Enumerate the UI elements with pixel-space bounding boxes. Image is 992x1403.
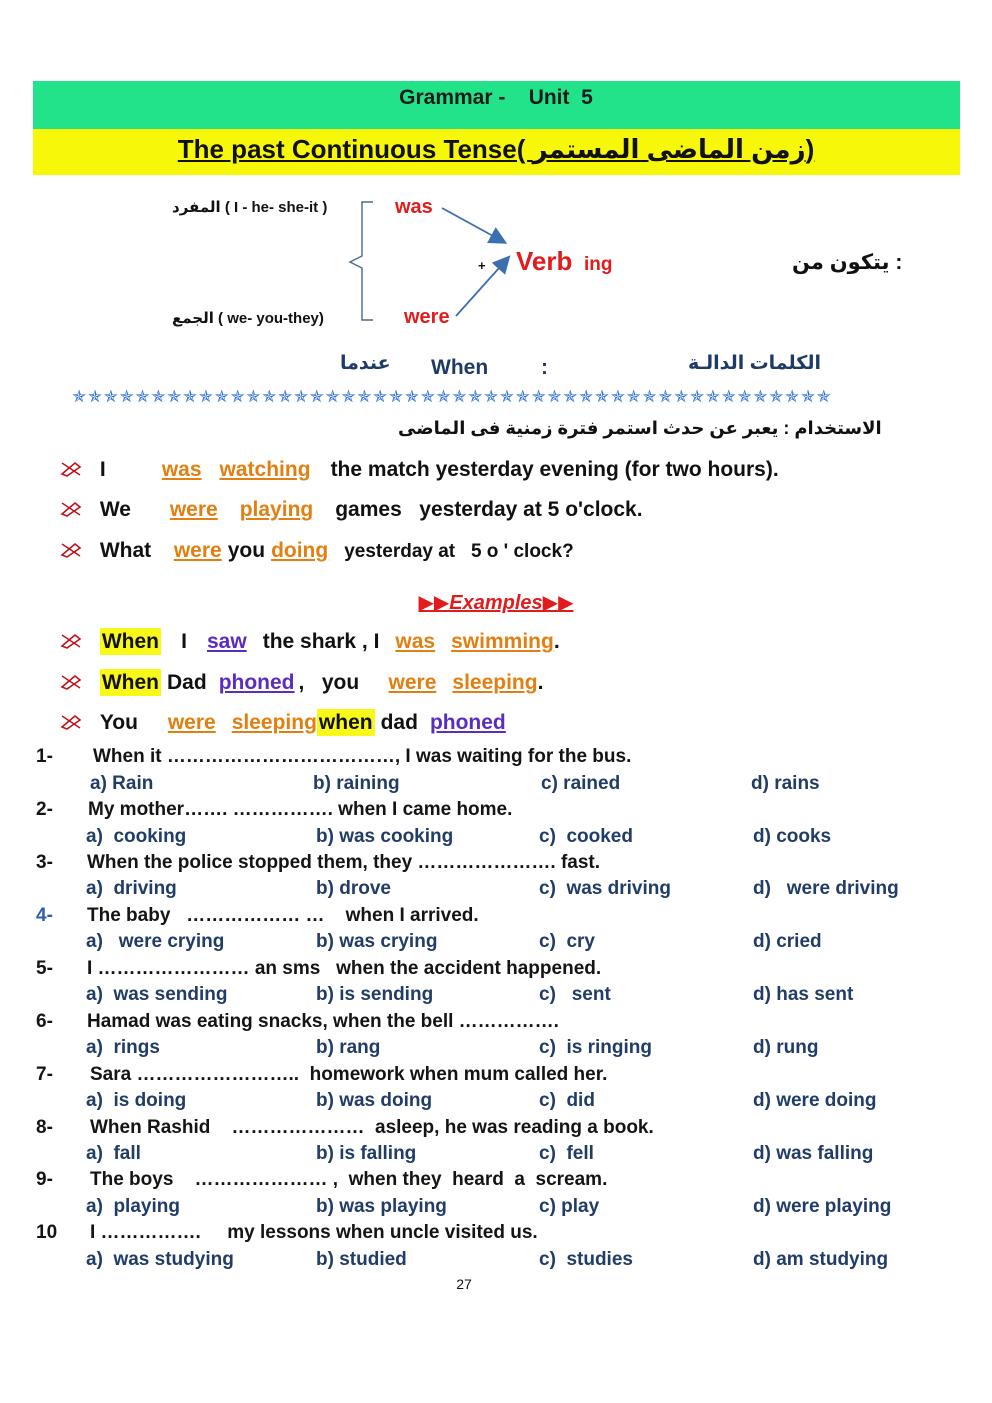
usage-example: We were playing games yesterday at 5 o'clock. <box>60 498 643 522</box>
option-b[interactable]: b) is sending <box>316 984 434 1005</box>
examples-heading: ▶▶Examples▶▶ <box>418 592 574 614</box>
question-text: The baby ……………… … when I arrived. <box>87 905 479 926</box>
example-sentence: When I saw the shark , I was swimming. <box>60 630 560 654</box>
option-b[interactable]: b) was cooking <box>316 826 454 847</box>
option-c[interactable]: c) fell <box>539 1143 594 1164</box>
option-c[interactable]: c) play <box>539 1196 600 1217</box>
question-number: 1- <box>36 746 53 767</box>
keywords-label: الكلمات الدالـة <box>688 353 821 374</box>
option-d[interactable]: d) cried <box>753 931 822 952</box>
option-a[interactable]: a) playing <box>86 1196 180 1217</box>
arabic-when: عندما <box>340 353 391 374</box>
option-d[interactable]: d) rung <box>753 1037 819 1058</box>
option-c[interactable]: c) did <box>539 1090 595 1111</box>
option-c[interactable]: c) was driving <box>539 878 671 899</box>
option-a[interactable]: a) rings <box>86 1037 160 1058</box>
page-title: The past Continuous Tense( زمن الماضى المستمر) <box>177 134 815 164</box>
question-number: 6- <box>36 1011 53 1032</box>
plus-sign: + <box>478 258 486 273</box>
pencil-icon <box>60 461 82 477</box>
were-label: were <box>404 306 450 328</box>
pencil-icon <box>60 674 82 690</box>
example-sentence: You were sleepingwhen dad phoned <box>60 711 506 735</box>
option-a[interactable]: a) was sending <box>86 984 228 1005</box>
question-number: 5- <box>36 958 53 979</box>
plural-label: الجمع ( we- you-they) <box>172 310 324 327</box>
option-a[interactable]: a) were crying <box>86 931 225 952</box>
option-b[interactable]: b) drove <box>316 878 391 899</box>
question-number: 9- <box>36 1169 53 1190</box>
question-number: 8- <box>36 1117 53 1138</box>
option-d[interactable]: d) rains <box>751 773 820 794</box>
pencil-icon <box>60 714 82 730</box>
question-text: I ……………. my lessons when uncle visited us. <box>90 1222 538 1243</box>
verb-label: Verb <box>516 246 573 276</box>
question-text: Sara …………………….. homework when mum called her. <box>90 1064 608 1085</box>
option-b[interactable]: b) studied <box>316 1249 407 1270</box>
option-d[interactable]: d) were driving <box>753 878 899 899</box>
option-a[interactable]: a) cooking <box>86 826 187 847</box>
option-b[interactable]: b) is falling <box>316 1143 417 1164</box>
option-d[interactable]: d) were doing <box>753 1090 877 1111</box>
header-title: Grammar - Unit 5 <box>399 86 593 109</box>
pencil-icon <box>60 501 82 517</box>
option-c[interactable]: c) cry <box>539 931 595 952</box>
option-b[interactable]: b) was doing <box>316 1090 433 1111</box>
option-d[interactable]: d) cooks <box>753 826 832 847</box>
pencil-icon <box>60 542 82 558</box>
option-a[interactable]: a) is doing <box>86 1090 187 1111</box>
option-d[interactable]: d) has sent <box>753 984 854 1005</box>
option-a[interactable]: a) driving <box>86 878 177 899</box>
question-text: When it ………………………………, I was waiting for the bus. <box>93 746 632 767</box>
question-number: 4- <box>36 905 53 926</box>
option-a[interactable]: a) Rain <box>90 773 154 794</box>
keyword-colon: : <box>541 356 548 379</box>
usage-text: الاستخدام : يعبر عن حدث استمر فترة زمنية فى الماضى <box>398 418 882 438</box>
question-text: When Rashid ………………… asleep, he was reading a book. <box>90 1117 654 1138</box>
page-number: 27 <box>456 1276 472 1292</box>
question-text: The boys ………………… , when they heard a scream. <box>90 1169 608 1190</box>
option-c[interactable]: c) sent <box>539 984 611 1005</box>
option-b[interactable]: b) was crying <box>316 931 438 952</box>
question-number: 2- <box>36 799 53 820</box>
option-c[interactable]: c) studies <box>539 1249 633 1270</box>
usage-example: I was watching the match yesterday evening (for two hours). <box>60 458 779 482</box>
option-c[interactable]: c) cooked <box>539 826 633 847</box>
option-c[interactable]: c) rained <box>541 773 621 794</box>
option-b[interactable]: b) raining <box>313 773 400 794</box>
singular-label: المفرد ( I - he- she-it ) <box>172 199 328 216</box>
option-a[interactable]: a) was studying <box>86 1249 234 1270</box>
question-number: 3- <box>36 852 53 873</box>
ing-label: ing <box>584 254 613 275</box>
pencil-icon <box>60 633 82 649</box>
example-sentence: When Dad phoned , you were sleeping. <box>60 671 543 695</box>
option-d[interactable]: d) am studying <box>753 1249 889 1270</box>
option-d[interactable]: d) were playing <box>753 1196 892 1217</box>
question-text: I …………………… an sms when the accident happened. <box>87 958 602 979</box>
question-text: My mother……. ……………. when I came home. <box>88 799 513 820</box>
consists-of-label: يتكون من : <box>792 251 903 274</box>
option-b[interactable]: b) was playing <box>316 1196 447 1217</box>
question-number: 10 <box>36 1222 58 1243</box>
option-d[interactable]: d) was falling <box>753 1143 874 1164</box>
usage-example: What were you doing yesterday at 5 o ' clock? <box>60 539 574 563</box>
brace <box>340 196 380 326</box>
option-c[interactable]: c) is ringing <box>539 1037 652 1058</box>
question-text: When the police stopped them, they …………………. fast. <box>87 852 601 873</box>
option-a[interactable]: a) fall <box>86 1143 141 1164</box>
question-text: Hamad was eating snacks, when the bell ……………. <box>87 1011 559 1032</box>
star-divider: ✯✯✯✯✯✯✯✯✯✯✯✯✯✯✯✯✯✯✯✯✯✯✯✯✯✯✯✯✯✯✯✯✯✯✯✯✯✯✯✯✯✯✯✯✯✯✯✯ <box>72 387 833 406</box>
option-b[interactable]: b) rang <box>316 1037 381 1058</box>
arrows <box>430 196 520 326</box>
question-number: 7- <box>36 1064 53 1085</box>
when-keyword: When <box>431 356 489 379</box>
was-label: was <box>395 196 433 218</box>
